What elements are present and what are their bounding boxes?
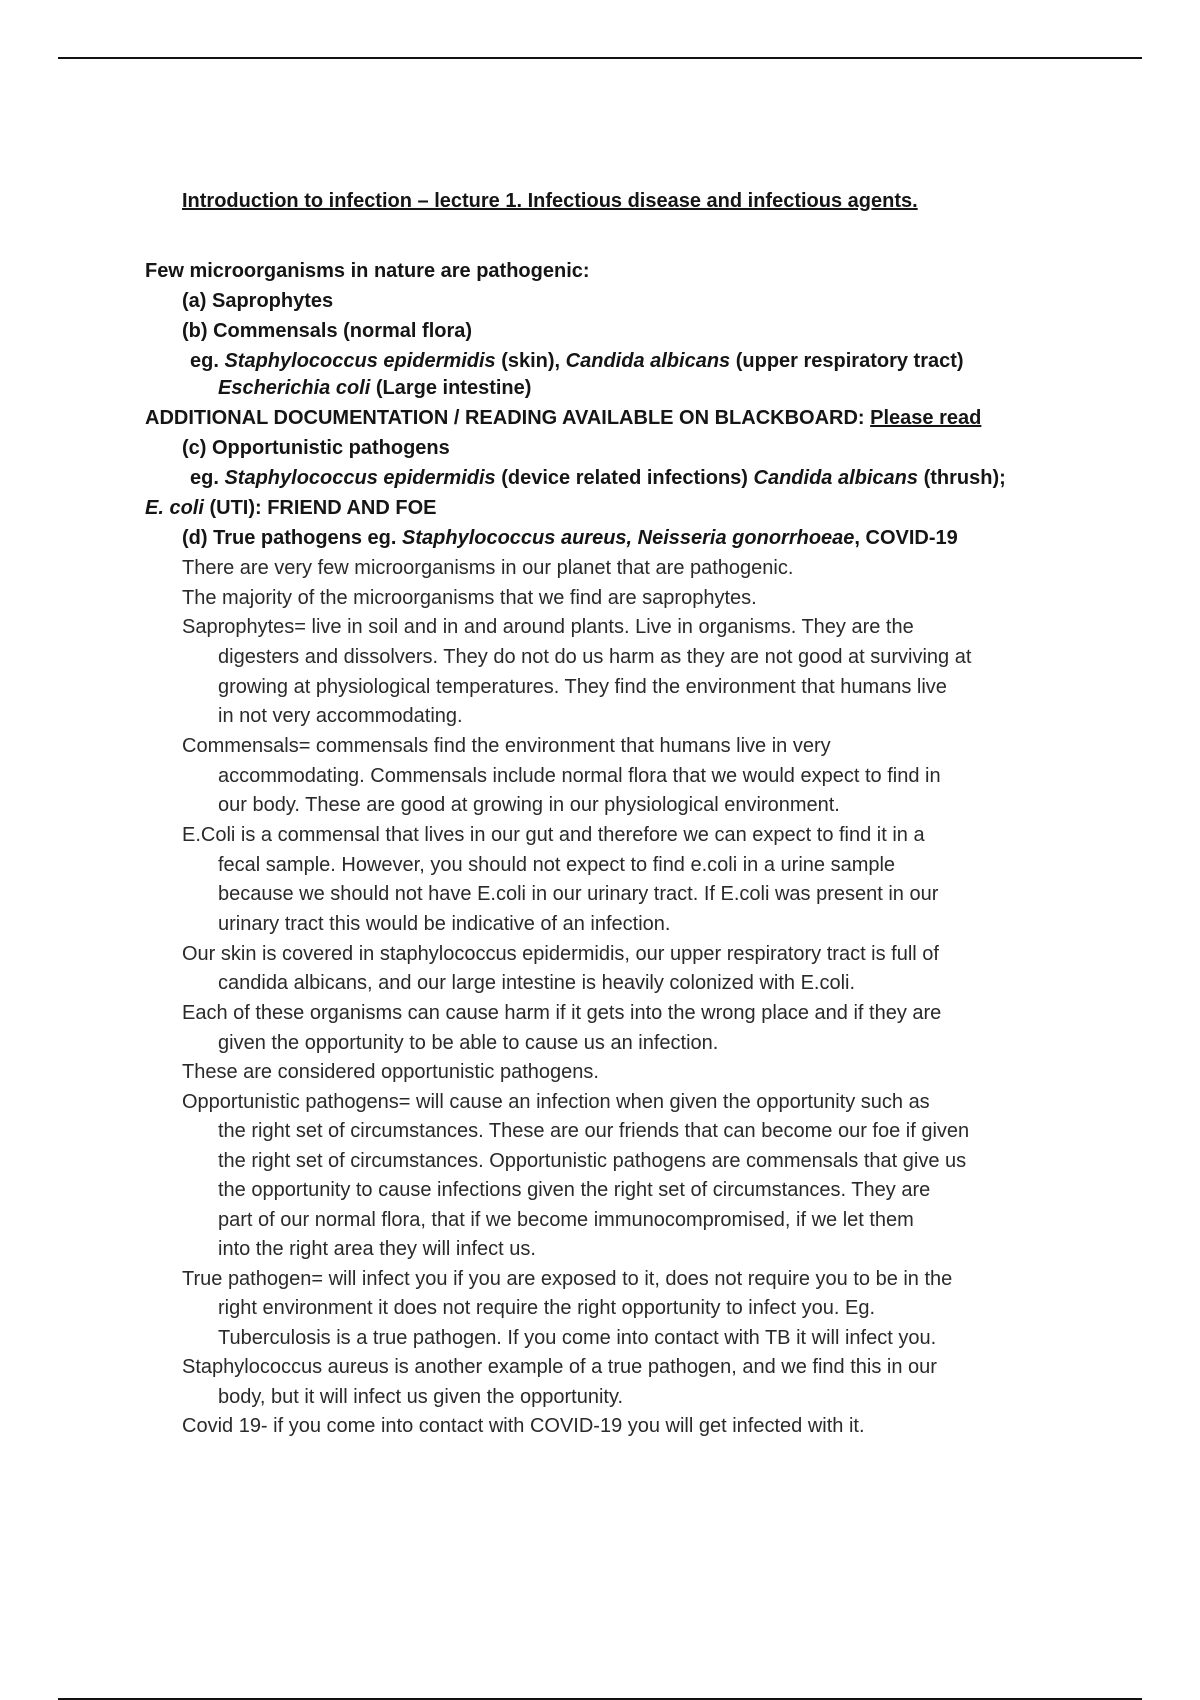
note-line: These are considered opportunistic pathogens. <box>182 1061 599 1083</box>
example-line-opportunistic <box>190 465 1006 491</box>
note-line: body, but it will infect us given the opportunity. <box>218 1386 624 1408</box>
note-line: the opportunity to cause infections given the right set of circumstances. They are <box>218 1179 931 1201</box>
note-line: the right set of circumstances. Opportunistic pathogens are commensals that give us <box>218 1150 967 1172</box>
example-text: (upper respiratory tract) <box>730 350 964 372</box>
note-line: candida albicans, and our large intestine is heavily colonized with E.coli. <box>218 972 856 994</box>
additional-reading-note <box>145 405 981 431</box>
organism-name: Candida albicans <box>753 467 919 489</box>
note-line: True pathogen= will infect you if you are exposed to it, does not require you to be in the <box>182 1268 953 1290</box>
organism-name: E. coli <box>145 497 204 519</box>
example-text: (device related infections) <box>495 467 754 489</box>
example-text: (UTI): FRIEND AND FOE <box>203 497 437 519</box>
note-line: in not very accommodating. <box>218 705 463 727</box>
list-item-a: (a) Saprophytes <box>182 290 334 312</box>
note-line: digesters and dissolvers. They do not do us harm as they are not good at surviving at <box>218 646 972 668</box>
note-line: Tuberculosis is a true pathogen. If you come into contact with TB it will infect you. <box>218 1327 937 1349</box>
example-prefix: eg. <box>190 350 225 372</box>
example-line-friend-foe <box>145 495 436 521</box>
note-line: the right set of circumstances. These are our friends that can become our foe if given <box>218 1120 970 1142</box>
example-line-ecoli <box>218 375 531 401</box>
note-line: Staphylococcus aureus is another example of a true pathogen, and we find this in our <box>182 1356 937 1378</box>
list-item-b: (b) Commensals (normal flora) <box>182 320 473 342</box>
please-read-link[interactable]: Please read <box>870 407 982 429</box>
note-line: part of our normal flora, that if we become immunocompromised, if we let them <box>218 1209 914 1231</box>
note-line: There are very few microorganisms in our planet that are pathogenic. <box>182 557 794 579</box>
organism-name: Staphylococcus aureus, Neisseria gonorrhoeae <box>402 527 855 549</box>
note-line: into the right area they will infect us. <box>218 1238 536 1260</box>
note-line: growing at physiological temperatures. They find the environment that humans live <box>218 676 947 698</box>
note-line: Our skin is covered in staphylococcus epidermidis, our upper respiratory tract is full of <box>182 943 939 965</box>
example-line-commensals <box>190 348 964 374</box>
note-line: fecal sample. However, you should not expect to find e.coli in a urine sample <box>218 854 896 876</box>
organism-name: Candida albicans <box>565 350 731 372</box>
note-line: accommodating. Commensals include normal flora that we would expect to find in <box>218 765 941 787</box>
list-item-c: (c) Opportunistic pathogens <box>182 437 450 459</box>
note-line: E.Coli is a commensal that lives in our gut and therefore we can expect to find it in a <box>182 824 925 846</box>
list-item-d-label: (d) True pathogens eg. <box>182 527 403 549</box>
note-line: Saprophytes= live in soil and in and around plants. Live in organisms. They are the <box>182 616 914 638</box>
note-line: The majority of the microorganisms that we find are saprophytes. <box>182 587 757 609</box>
example-prefix: eg. <box>190 467 225 489</box>
list-item-d <box>182 525 958 551</box>
example-text: (skin), <box>495 350 566 372</box>
organism-name: Escherichia coli <box>218 377 371 399</box>
note-line: Commensals= commensals find the environment that humans live in very <box>182 735 831 757</box>
note-line: our body. These are good at growing in our physiological environment. <box>218 794 840 816</box>
organism-name: Staphylococcus epidermidis <box>224 467 496 489</box>
organism-name: Staphylococcus epidermidis <box>224 350 496 372</box>
note-line: given the opportunity to be able to cause us an infection. <box>218 1032 719 1054</box>
intro-heading: Few microorganisms in nature are pathogenic: <box>145 260 590 282</box>
note-line: because we should not have E.coli in our urinary tract. If E.coli was present in our <box>218 883 939 905</box>
note-line: urinary tract this would be indicative of an infection. <box>218 913 671 935</box>
example-text: (thrush); <box>918 467 1006 489</box>
additional-reading-text: ADDITIONAL DOCUMENTATION / READING AVAILABLE ON BLACKBOARD: <box>145 407 871 429</box>
note-line: right environment it does not require the right opportunity to infect you. Eg. <box>218 1297 876 1319</box>
document-title: Introduction to infection – lecture 1. Infectious disease and infectious agents. <box>182 190 918 212</box>
note-line: Opportunistic pathogens= will cause an infection when given the opportunity such as <box>182 1091 930 1113</box>
note-line: Covid 19- if you come into contact with COVID-19 you will get infected with it. <box>182 1415 865 1437</box>
example-text: (Large intestine) <box>370 377 532 399</box>
list-item-d-tail: , COVID-19 <box>854 527 958 549</box>
note-line: Each of these organisms can cause harm if it gets into the wrong place and if they are <box>182 1002 942 1024</box>
